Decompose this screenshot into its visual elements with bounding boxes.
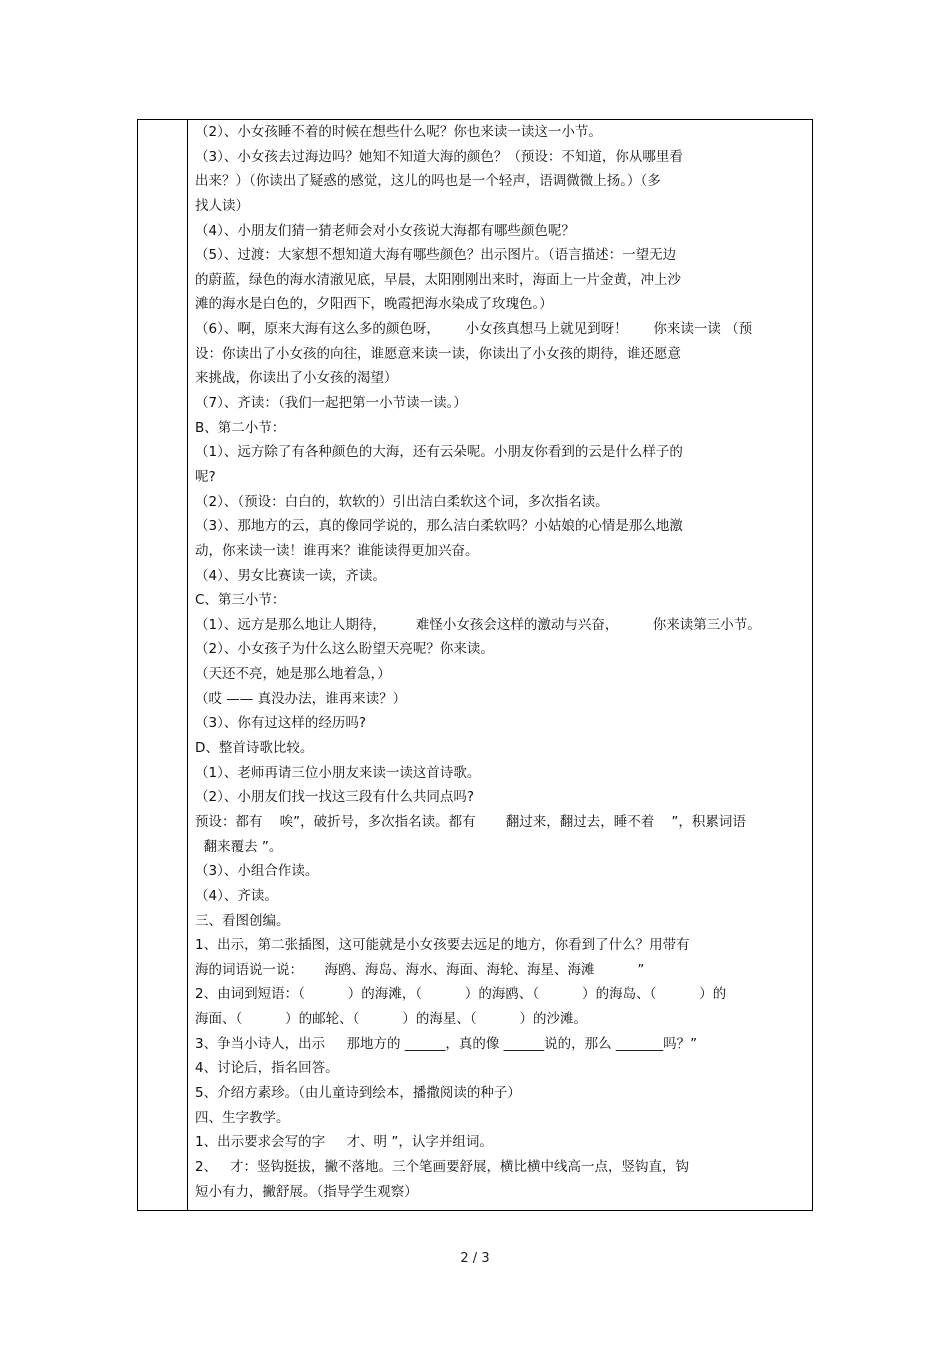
text-line: （5）、过渡：大家想不想知道大海有哪些颜色？出示图片。（语言描述：一望无边 — [195, 247, 677, 264]
text-line: （1）、远方是那么地让人期待， 难怪小女孩会这样的激动与兴奋， 你来读第三小节。 — [195, 616, 761, 633]
text-line: 1、出示，第二张插图，这可能就是小女孩要去远足的地方，你看到了什么？用带有 — [195, 937, 690, 954]
text-line: （1）、远方除了有各种颜色的大海，还有云朵呢。小朋友你看到的云是什么样子的 — [195, 444, 683, 461]
text-line: 四、生字教学。 — [195, 1109, 290, 1126]
text-line: 的蔚蓝，绿色的海水清澈见底，早晨，太阳刚刚出来时，海面上一片金黄，冲上沙 — [195, 271, 681, 288]
text-line: （2）、小朋友们找一找这三段有什么共同点吗? — [195, 789, 475, 806]
text-line: （4）、小朋友们猜一猜老师会对小女孩说大海都有哪些颜色呢？ — [195, 222, 575, 239]
text-line: 4、讨论后，指名回答。 — [195, 1060, 339, 1077]
text-line: 出来？）（你读出了疑惑的感觉，这儿的吗也是一个轻声，语调微微上扬。）（多 — [195, 173, 661, 190]
text-line: 2、由词到短语：（ ）的海滩，（ ）的海鸥、（ ）的海岛、（ ）的 — [195, 986, 727, 1003]
text-line: （2）、（预设：白白的，软软的）引出洁白柔软这个词，多次指名读。 — [195, 493, 609, 510]
text-line: （3）、小女孩去过海边吗？她知不知道大海的颜色？（预设：不知道，你从哪里看 — [195, 148, 683, 165]
text-line: （2）、小女孩睡不着的时候在想些什么呢？你也来读一读这一小节。 — [195, 124, 602, 140]
page-number: 2 / 3 — [460, 1251, 490, 1266]
text-line: 2、 才：竖钩挺拔，撇不落地。三个笔画要舒展，横比横中线高一点，竖钩直，钩 — [195, 1158, 689, 1175]
text-line: 3、争当小诗人，出示 那地方的 ______，真的像 ______说的，那么 _______吗？” — [195, 1035, 698, 1052]
text-line: 来挑战，你读出了小女孩的渴望） — [195, 370, 398, 387]
table-content-cell — [195, 120, 805, 1204]
text-line: 1、出示要求会写的字 才、明 ”，认字并组词。 — [195, 1134, 493, 1151]
text-line: （天还不亮，她是那么地着急，） — [195, 666, 391, 683]
text-line: （6）、啊，原来大海有这么多的颜色呀， 小女孩真想马上就见到呀！ 你来读一读 （预 — [195, 321, 753, 338]
text-line: （2）、小女孩子为什么这么盼望天亮呢？你来读。 — [195, 641, 494, 658]
text-line: （1）、老师再请三位小朋友来读一读这首诗歌。 — [195, 764, 481, 781]
text-line: 海的词语说一说： 海鸥、海岛、海水、海面、海轮、海星、海滩 ” — [195, 961, 645, 978]
text-line: （4）、男女比赛读一读，齐读。 — [195, 567, 386, 584]
text-line: 短小有力，撇舒展。（指导学生观察） — [195, 1183, 418, 1200]
text-line: （7）、齐读：（我们一起把第一小节读一读。） — [195, 395, 467, 412]
text-line: 找人读） — [195, 197, 249, 214]
text-line: （4）、齐读。 — [195, 887, 278, 904]
text-line: 呢? — [195, 468, 216, 485]
text-line: 翻来覆去 ”。 — [195, 838, 283, 855]
lesson-table — [137, 119, 813, 1211]
table-column-divider — [187, 120, 188, 1210]
text-line: 设：你读出了小女孩的向往，谁愿意来读一读，你读出了小女孩的期待，谁还愿意 — [195, 345, 681, 362]
text-line: 5、介绍方素珍。（由儿童诗到绘本，播撒阅读的种子） — [195, 1084, 521, 1101]
text-line: B、第二小节： — [195, 419, 286, 436]
text-line: （3）、那地方的云，真的像同学说的，那么洁白柔软吗？小姑娘的心情是那么地激 — [195, 518, 683, 535]
text-line: （哎 —— 真没办法，谁再来读？） — [195, 690, 407, 707]
text-line: D、整首诗歌比较。 — [195, 740, 314, 757]
text-line: C、第三小节： — [195, 592, 286, 609]
text-line: 海面、（ ）的邮轮、（ ）的海星、（ ）的沙滩。 — [195, 1011, 587, 1028]
text-line: 动，你来读一读！谁再来？谁能读得更加兴奋。 — [195, 542, 479, 559]
text-line: 滩的海水是白色的，夕阳西下，晚霞把海水染成了玫瑰色。） — [195, 296, 553, 313]
text-line: （3）、你有过这样的经历吗? — [195, 715, 367, 732]
text-line: 预设：都有 唉”，破折号，多次指名读。都有 翻过来，翻过去，睡不着 ”，积累词语 — [195, 813, 746, 830]
text-line: （3）、小组合作读。 — [195, 863, 319, 880]
text-line: 三、看图创编。 — [195, 912, 290, 929]
